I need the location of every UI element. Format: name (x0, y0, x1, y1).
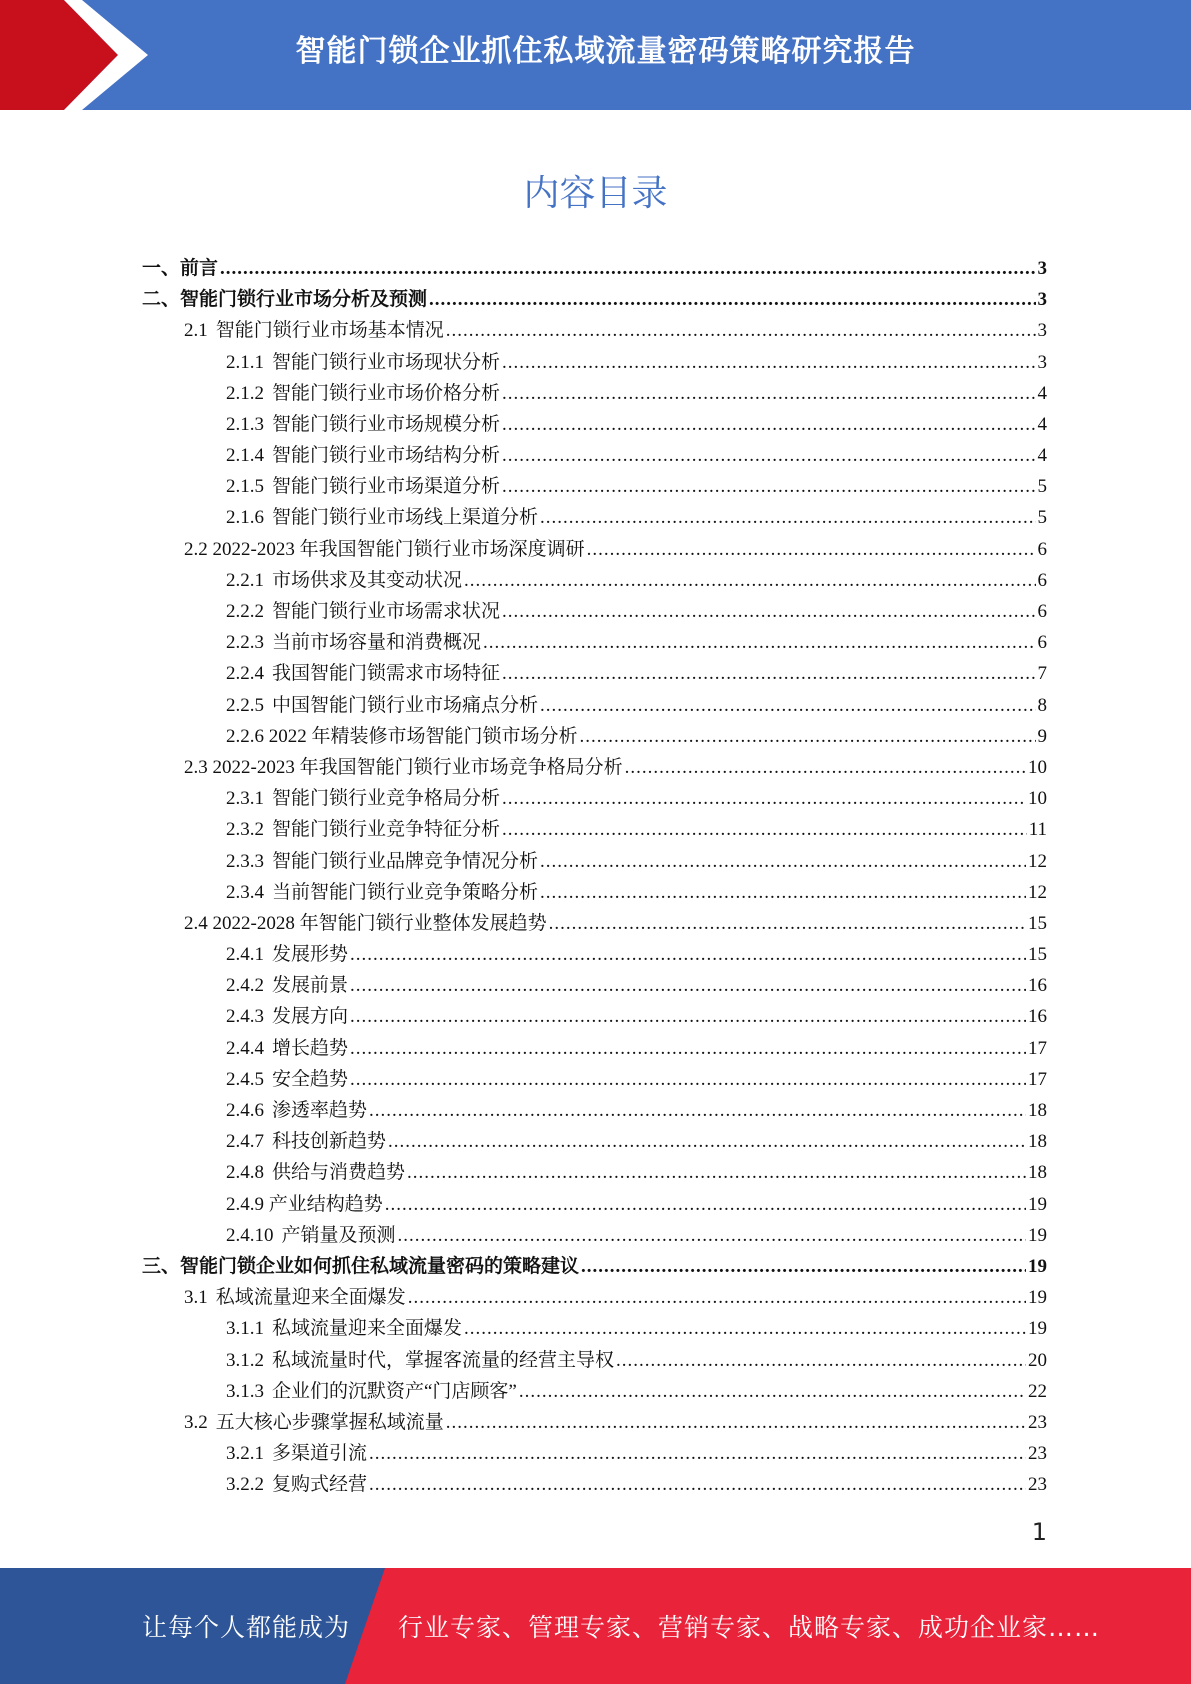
toc-entry-text: 智能门锁行业竞争格局分析 (272, 788, 501, 810)
toc-dot-leader (540, 502, 1035, 533)
toc-entry-title (142, 1251, 579, 1282)
toc-dot-leader (350, 1064, 1026, 1095)
toc-entry[interactable] (142, 1220, 1047, 1251)
toc-entry-page: 17 (1028, 1068, 1047, 1090)
toc-entry[interactable] (142, 503, 1047, 534)
toc-entry[interactable] (142, 596, 1047, 627)
toc-entry-page: 23 (1028, 1443, 1047, 1465)
toc-entry[interactable] (142, 1282, 1047, 1313)
toc-entry-page: 3 (1037, 257, 1047, 279)
toc-entry-title (226, 565, 462, 596)
toc-entry-text: 我国智能门锁需求市场特征 (272, 663, 501, 685)
toc-entry-number: 2.2.3 (226, 632, 264, 654)
toc-dot-leader (502, 596, 1035, 627)
toc-dot-leader (540, 690, 1035, 721)
toc-entry-number: 2.1.4 (226, 445, 264, 467)
toc-entry-title (184, 908, 547, 939)
toc-entry-text: 智能门锁行业市场结构分析 (272, 445, 501, 467)
toc-entry-number: 2.4.7 (226, 1131, 264, 1153)
toc-entry[interactable] (142, 471, 1047, 502)
table-of-contents (142, 253, 1047, 1501)
toc-entry-text: 科技创新趋势 (272, 1131, 387, 1153)
toc-dot-leader (408, 1282, 1026, 1313)
toc-entry-text: 增长趋势 (272, 1037, 349, 1059)
toc-entry-number: 2.1.6 (226, 507, 264, 529)
toc-entry-title (226, 471, 500, 502)
toc-entry-page: 19 (1028, 1287, 1047, 1309)
toc-entry-title (226, 690, 538, 721)
toc-entry-number: 2.1.3 (226, 413, 264, 435)
toc-entry-title (226, 347, 500, 378)
toc-dot-leader (540, 877, 1026, 908)
toc-dot-leader (502, 440, 1035, 471)
toc-entry-number: 2.4.5 (226, 1068, 264, 1090)
toc-dot-leader (616, 1345, 1026, 1376)
toc-entry[interactable] (142, 814, 1047, 845)
toc-entry-number: 3.1.1 (226, 1318, 264, 1340)
toc-entry-page: 4 (1037, 445, 1047, 467)
toc-entry-number: 3.2.1 (226, 1443, 264, 1465)
toc-entry-text: 智能门锁行业市场现状分析 (272, 351, 501, 373)
toc-entry-number: 2.3.4 (226, 881, 264, 903)
toc-entry-title (142, 253, 218, 284)
toc-entry-number: 2.3.2 (226, 819, 264, 841)
toc-entry-number: 2.1.5 (226, 476, 264, 498)
toc-entry-text: 2.4 2022-2028 年智能门锁行业整体发展趋势 (184, 912, 547, 934)
toc-entry-page: 7 (1037, 663, 1047, 685)
toc-entry[interactable] (142, 1376, 1047, 1407)
toc-dot-leader (581, 1251, 1026, 1282)
toc-entry-page: 3 (1037, 320, 1047, 342)
toc-entry-page: 3 (1037, 351, 1047, 373)
toc-dot-leader (446, 1407, 1026, 1438)
toc-entry-page: 18 (1028, 1162, 1047, 1184)
toc-entry-text: 五大核心步骤掌握私域流量 (215, 1411, 444, 1433)
toc-entry-title (226, 1220, 396, 1251)
toc-entry-number: 2.2.2 (226, 601, 264, 623)
toc-entry-number: 2.2.1 (226, 569, 264, 591)
toc-entry-number: 2.4.10 (226, 1224, 274, 1246)
toc-entry-text: 2.4.9 产业结构趋势 (226, 1193, 383, 1215)
toc-entry-title (184, 534, 585, 565)
toc-entry-number: 3.2 (184, 1411, 208, 1433)
toc-entry-title (226, 939, 348, 970)
toc-entry-text: 智能门锁行业市场渠道分析 (272, 476, 501, 498)
toc-entry-page: 15 (1028, 912, 1047, 934)
toc-dot-leader (446, 315, 1036, 346)
footer-slogan-left: 让每个人都能成为 (142, 1613, 351, 1642)
toc-dot-leader (369, 1438, 1026, 1469)
toc-entry[interactable] (142, 721, 1047, 752)
toc-entry-number: 3.1.3 (226, 1380, 264, 1402)
toc-entry-page: 4 (1037, 413, 1047, 435)
toc-entry-page: 19 (1028, 1224, 1047, 1246)
toc-dot-leader (369, 1095, 1026, 1126)
toc-dot-leader (625, 752, 1026, 783)
toc-entry-text: 企业们的沉默资产“门店顾客” (272, 1380, 517, 1402)
toc-entry-page: 11 (1028, 819, 1047, 841)
toc-entry-text: 智能门锁行业品牌竞争情况分析 (272, 850, 539, 872)
toc-entry-text: 私域流量时代，掌握客流量的经营主导权 (272, 1349, 615, 1371)
toc-entry[interactable] (142, 939, 1047, 970)
toc-entry-number: 2.4.8 (226, 1162, 264, 1184)
toc-dot-leader (502, 658, 1035, 689)
toc-dot-leader (483, 627, 1035, 658)
toc-entry-text: 当前市场容量和消费概况 (272, 632, 482, 654)
toc-entry[interactable] (142, 1126, 1047, 1157)
toc-dot-leader (464, 1313, 1026, 1344)
toc-dot-leader (502, 409, 1035, 440)
toc-entry-number: 3.1.2 (226, 1349, 264, 1371)
toc-entry-page: 6 (1037, 601, 1047, 623)
toc-entry-number: 2.1.2 (226, 382, 264, 404)
toc-entry-page: 12 (1028, 850, 1047, 872)
toc-entry[interactable] (142, 752, 1047, 783)
footer-slogan-right: 行业专家、管理专家、营销专家、战略专家、成功企业家…… (398, 1613, 1101, 1642)
toc-entry-title (226, 1345, 614, 1376)
toc-entry-title (226, 502, 538, 533)
toc-entry[interactable] (142, 908, 1047, 939)
toc-entry-title (226, 814, 500, 845)
toc-entry-title (226, 846, 538, 877)
toc-dot-leader (502, 378, 1035, 409)
toc-dot-leader (385, 1189, 1026, 1220)
toc-entry-text: 二、智能门锁行业市场分析及预测 (142, 289, 428, 311)
toc-entry-text: 多渠道引流 (272, 1443, 368, 1465)
toc-entry-title (184, 315, 444, 346)
toc-entry-page: 23 (1028, 1411, 1047, 1433)
toc-entry[interactable] (142, 1002, 1047, 1033)
toc-entry-page: 3 (1037, 289, 1047, 311)
toc-entry-title (142, 284, 427, 315)
toc-entry-text: 渗透率趋势 (272, 1100, 368, 1122)
toc-entry-page: 8 (1037, 694, 1047, 716)
toc-dot-leader (519, 1376, 1026, 1407)
toc-entry[interactable] (142, 877, 1047, 908)
toc-entry-text: 安全趋势 (272, 1068, 349, 1090)
toc-entry-text: 复购式经营 (272, 1474, 368, 1496)
toc-dot-leader (540, 846, 1026, 877)
toc-dot-leader (502, 783, 1026, 814)
toc-entry-page: 18 (1028, 1131, 1047, 1153)
toc-entry-page: 12 (1028, 881, 1047, 903)
toc-entry-page: 15 (1028, 944, 1047, 966)
toc-entry-text: 发展前景 (272, 975, 349, 997)
toc-entry-number: 2.4.3 (226, 1006, 264, 1028)
toc-entry-number: 3.2.2 (226, 1474, 264, 1496)
toc-entry-title (226, 970, 348, 1001)
toc-entry-text: 一、前言 (142, 257, 219, 279)
toc-dot-leader (502, 471, 1035, 502)
toc-entry-number: 2.2.4 (226, 663, 264, 685)
toc-entry-page: 19 (1028, 1193, 1047, 1215)
toc-dot-leader (350, 1001, 1026, 1032)
toc-entry-text: 智能门锁行业市场规模分析 (272, 413, 501, 435)
toc-entry[interactable] (142, 534, 1047, 565)
page-number: 1 (1031, 1518, 1047, 1546)
toc-entry-page: 16 (1028, 1006, 1047, 1028)
toc-dot-leader (398, 1220, 1026, 1251)
toc-entry[interactable] (142, 1438, 1047, 1469)
toc-entry-text: 私域流量迎来全面爆发 (272, 1318, 463, 1340)
toc-entry-page: 4 (1037, 382, 1047, 404)
toc-dot-leader (549, 908, 1026, 939)
toc-entry-text: 发展方向 (272, 1006, 349, 1028)
toc-entry-text: 智能门锁行业市场基本情况 (215, 320, 444, 342)
toc-entry[interactable] (142, 1469, 1047, 1500)
toc-entry-page: 22 (1028, 1380, 1047, 1402)
toc-entry-page: 19 (1028, 1255, 1047, 1277)
toc-entry[interactable] (142, 627, 1047, 658)
toc-entry[interactable] (142, 1251, 1047, 1282)
toc-entry-text: 供给与消费趋势 (272, 1162, 406, 1184)
toc-dot-leader (369, 1469, 1026, 1500)
toc-entry-title (226, 721, 578, 752)
toc-entry-title (226, 627, 481, 658)
toc-entry[interactable] (142, 253, 1047, 284)
toc-dot-leader (350, 1033, 1026, 1064)
toc-entry-page: 10 (1028, 756, 1047, 778)
toc-entry-number: 2.3.1 (226, 788, 264, 810)
toc-entry-title (226, 440, 500, 471)
toc-entry-title (226, 783, 500, 814)
toc-entry[interactable] (142, 409, 1047, 440)
toc-entry-number: 2.4.1 (226, 944, 264, 966)
toc-entry[interactable] (142, 347, 1047, 378)
toc-entry-page: 6 (1037, 538, 1047, 560)
toc-entry[interactable] (142, 970, 1047, 1001)
toc-entry-text: 产销量及预测 (281, 1224, 396, 1246)
toc-entry-number: 2.3.3 (226, 850, 264, 872)
toc-entry-title (184, 1407, 444, 1438)
toc-entry[interactable] (142, 846, 1047, 877)
toc-entry-number: 2.1.1 (226, 351, 264, 373)
header-banner (0, 0, 1191, 110)
toc-entry-title (226, 409, 500, 440)
toc-dot-leader (388, 1126, 1026, 1157)
toc-dot-leader (502, 347, 1035, 378)
toc-entry[interactable] (142, 1313, 1047, 1344)
toc-entry-text: 市场供求及其变动状况 (272, 569, 463, 591)
toc-entry-number: 2.2.5 (226, 694, 264, 716)
toc-dot-leader (429, 284, 1035, 315)
toc-entry-page: 17 (1028, 1037, 1047, 1059)
toc-entry-title (226, 1001, 348, 1032)
toc-dot-leader (350, 939, 1026, 970)
toc-entry-text: 当前智能门锁行业竞争策略分析 (272, 881, 539, 903)
toc-entry-text: 2.3 2022-2023 年我国智能门锁行业市场竞争格局分析 (184, 756, 623, 778)
toc-entry-title (226, 378, 500, 409)
toc-entry-page: 10 (1028, 788, 1047, 810)
toc-entry-title (226, 877, 538, 908)
toc-entry-title (226, 1095, 367, 1126)
toc-entry[interactable] (142, 1157, 1047, 1188)
toc-entry-title (226, 1438, 367, 1469)
toc-entry-text: 2.2 2022-2023 年我国智能门锁行业市场深度调研 (184, 538, 585, 560)
toc-entry-text: 2.2.6 2022 年精装修市场智能门锁市场分析 (226, 725, 578, 747)
toc-entry-number: 2.1 (184, 320, 208, 342)
toc-entry[interactable] (142, 440, 1047, 471)
toc-entry-number: 2.4.6 (226, 1100, 264, 1122)
footer-banner (0, 1568, 1191, 1684)
toc-entry-title (226, 1064, 348, 1095)
toc-entry-page: 16 (1028, 975, 1047, 997)
toc-entry-page: 23 (1028, 1474, 1047, 1496)
toc-entry-title (226, 1189, 383, 1220)
toc-entry-title (226, 1469, 367, 1500)
toc-entry[interactable] (142, 1345, 1047, 1376)
toc-entry-title (184, 752, 623, 783)
toc-dot-leader (580, 721, 1036, 752)
toc-entry[interactable] (142, 1064, 1047, 1095)
toc-dot-leader (407, 1157, 1026, 1188)
toc-heading: 内容目录 (523, 173, 668, 214)
toc-entry-page: 9 (1037, 725, 1047, 747)
toc-entry-text: 私域流量迎来全面爆发 (215, 1287, 406, 1309)
toc-entry-number: 3.1 (184, 1287, 208, 1309)
toc-dot-leader (220, 253, 1035, 284)
toc-entry-text: 智能门锁行业市场需求状况 (272, 601, 501, 623)
toc-entry-title (226, 1313, 462, 1344)
toc-entry-number: 2.4.4 (226, 1037, 264, 1059)
toc-entry-title (226, 1033, 348, 1064)
toc-dot-leader (502, 814, 1027, 845)
toc-entry-text: 智能门锁行业市场线上渠道分析 (272, 507, 539, 529)
toc-entry-text: 中国智能门锁行业市场痛点分析 (272, 694, 539, 716)
toc-entry-page: 19 (1028, 1318, 1047, 1340)
toc-dot-leader (587, 534, 1036, 565)
toc-entry-page: 5 (1037, 507, 1047, 529)
toc-entry[interactable] (142, 1095, 1047, 1126)
toc-entry[interactable] (142, 1033, 1047, 1064)
toc-entry[interactable] (142, 658, 1047, 689)
toc-entry-text: 智能门锁行业竞争特征分析 (272, 819, 501, 841)
toc-entry-text: 发展形势 (272, 944, 349, 966)
toc-entry-title (184, 1282, 406, 1313)
toc-dot-leader (464, 565, 1035, 596)
toc-entry[interactable] (142, 378, 1047, 409)
toc-entry-title (226, 1126, 386, 1157)
toc-entry[interactable] (142, 1407, 1047, 1438)
toc-entry-page: 6 (1037, 569, 1047, 591)
toc-entry[interactable] (142, 284, 1047, 315)
report-title: 智能门锁企业抓住私域流量密码策略研究报告 (295, 34, 916, 69)
toc-entry-text: 三、智能门锁企业如何抓住私域流量密码的策略建议 (142, 1255, 580, 1277)
toc-entry-title (226, 1157, 405, 1188)
toc-entry-title (226, 1376, 517, 1407)
toc-entry-number: 2.4.2 (226, 975, 264, 997)
toc-entry[interactable] (142, 690, 1047, 721)
toc-entry-page: 20 (1028, 1349, 1047, 1371)
toc-entry-text: 智能门锁行业市场价格分析 (272, 382, 501, 404)
toc-entry-page: 6 (1037, 632, 1047, 654)
toc-entry[interactable] (142, 1189, 1047, 1220)
toc-entry[interactable] (142, 783, 1047, 814)
toc-entry-title (226, 658, 500, 689)
toc-entry[interactable] (142, 315, 1047, 346)
toc-entry-page: 5 (1037, 476, 1047, 498)
toc-entry-page: 18 (1028, 1100, 1047, 1122)
toc-entry[interactable] (142, 565, 1047, 596)
toc-entry-title (226, 596, 500, 627)
toc-dot-leader (350, 970, 1026, 1001)
